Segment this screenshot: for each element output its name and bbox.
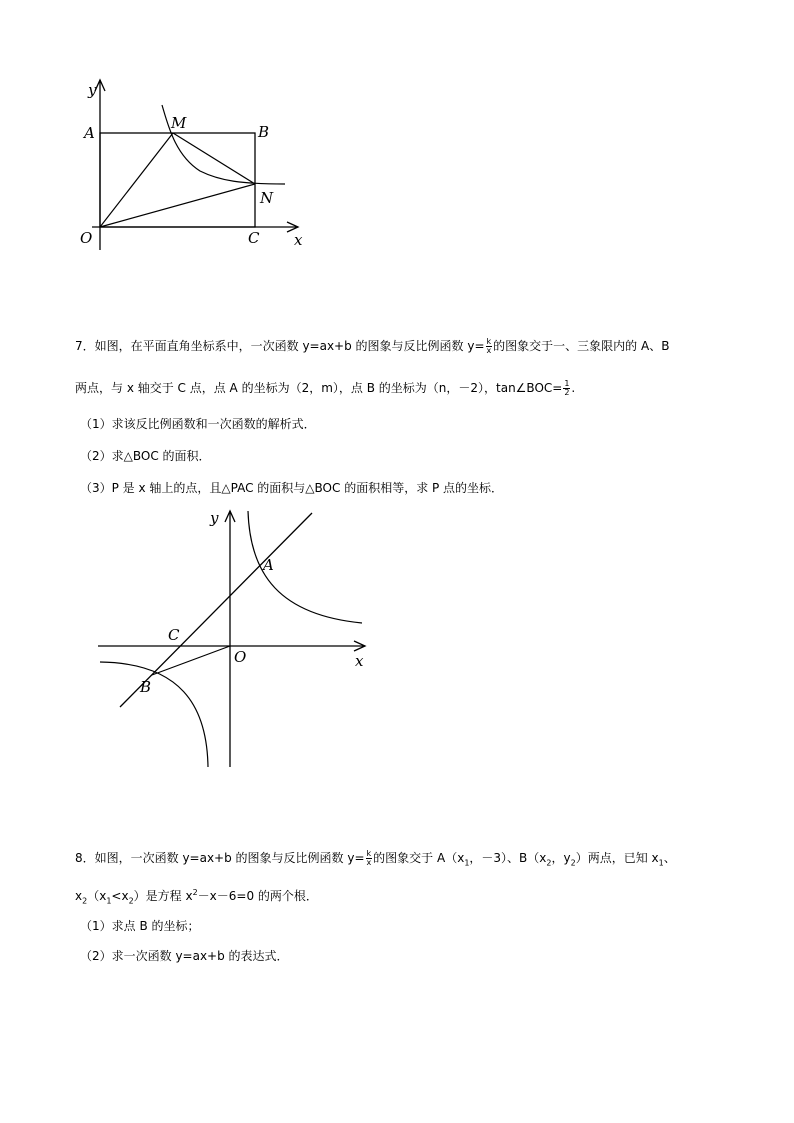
q7-line-2 bbox=[75, 380, 575, 397]
label-o: O bbox=[80, 229, 93, 247]
label-b: B bbox=[140, 678, 152, 696]
label-x: x bbox=[294, 231, 303, 249]
q8-text-a: 的图象交于 A（x bbox=[373, 851, 465, 865]
q8-fraction-k-over-x bbox=[366, 850, 373, 867]
q8-frac-num: k bbox=[366, 849, 372, 858]
q8-part-1: （1）求点 B 的坐标； bbox=[80, 919, 200, 933]
label-b: B bbox=[258, 123, 270, 141]
label-c: C bbox=[248, 229, 260, 247]
q8-l2-a: x bbox=[75, 889, 83, 903]
q8-text-c: ，y bbox=[551, 851, 571, 865]
label-o: O bbox=[234, 648, 247, 666]
label-x: x bbox=[355, 652, 364, 670]
q8-text-d: ）两点，已知 x bbox=[575, 851, 659, 865]
q7-line-1-end: 的图象交于一、三象限内的 A、B bbox=[493, 339, 670, 353]
figure-rectangle-hyperbola bbox=[70, 75, 320, 260]
q8-l2-sup: 2 bbox=[192, 888, 198, 897]
q8-line-1-text: 8．如图，一次函数 y=ax+b 的图象与反比例函数 y= bbox=[75, 851, 365, 865]
label-a: A bbox=[84, 124, 95, 142]
q8-l2-sub-2: 1 bbox=[106, 896, 112, 906]
hyperbola-branch-third-quadrant bbox=[100, 662, 208, 767]
q7-line-2-text: 两点，与 x 轴交于 C 点，点 A 的坐标为（2，m），点 B 的坐标为（n，－2），tan∠BOC= bbox=[75, 381, 563, 395]
q7-fraction-one-half bbox=[563, 380, 570, 397]
q7-line-2-end: . bbox=[571, 381, 576, 395]
figure-line-hyperbola bbox=[95, 505, 370, 775]
label-y: y bbox=[88, 81, 97, 99]
q8-part-2: （2）求一次函数 y=ax+b 的表达式． bbox=[80, 949, 289, 963]
segment-on bbox=[100, 184, 255, 227]
q7-line-1-text: 7．如图，在平面直角坐标系中，一次函数 y=ax+b 的图象与反比例函数 y= bbox=[75, 339, 485, 353]
q7-half-den: 2 bbox=[564, 388, 570, 397]
q7-frac-den: x bbox=[486, 346, 492, 355]
q8-sub-1: 1 bbox=[464, 858, 470, 868]
q8-l2-d: ）是方程 x bbox=[133, 889, 193, 903]
label-y: y bbox=[210, 509, 219, 527]
q7-line-1 bbox=[75, 338, 669, 355]
q8-l2-e: －x－6=0 的两个根． bbox=[197, 889, 318, 903]
q7-fraction-k-over-x bbox=[486, 338, 493, 355]
label-n: N bbox=[260, 189, 274, 207]
q8-frac-den: x bbox=[366, 858, 372, 867]
q7-part-1: （1）求该反比例函数和一次函数的解析式． bbox=[80, 417, 316, 431]
q8-l2-sub-3: 2 bbox=[128, 896, 134, 906]
q8-sub-2: 2 bbox=[546, 858, 552, 868]
q8-text-b: ，－3）、B（x bbox=[469, 851, 547, 865]
label-a: A bbox=[263, 556, 274, 574]
label-m: M bbox=[171, 114, 187, 132]
q8-sub-4: 1 bbox=[658, 858, 664, 868]
segment-om bbox=[100, 133, 173, 227]
q8-line-1 bbox=[75, 850, 676, 871]
q8-l2-sub-1: 2 bbox=[82, 896, 88, 906]
q7-frac-num: k bbox=[486, 337, 492, 346]
q7-half-num: 1 bbox=[564, 379, 570, 388]
q8-l2-c: <x bbox=[111, 889, 129, 903]
q7-part-2: （2）求△BOC 的面积． bbox=[80, 449, 211, 463]
q8-sub-3: 2 bbox=[570, 858, 576, 868]
q7-part-3: （3）P 是 x 轴上的点，且△PAC 的面积与△BOC 的面积相等，求 P 点的坐标． bbox=[80, 481, 504, 495]
q8-l2-b: （x bbox=[87, 889, 107, 903]
q8-text-e: 、 bbox=[663, 851, 676, 865]
segment-ob bbox=[152, 646, 230, 675]
q8-line-2 bbox=[75, 885, 318, 909]
label-c: C bbox=[168, 626, 180, 644]
